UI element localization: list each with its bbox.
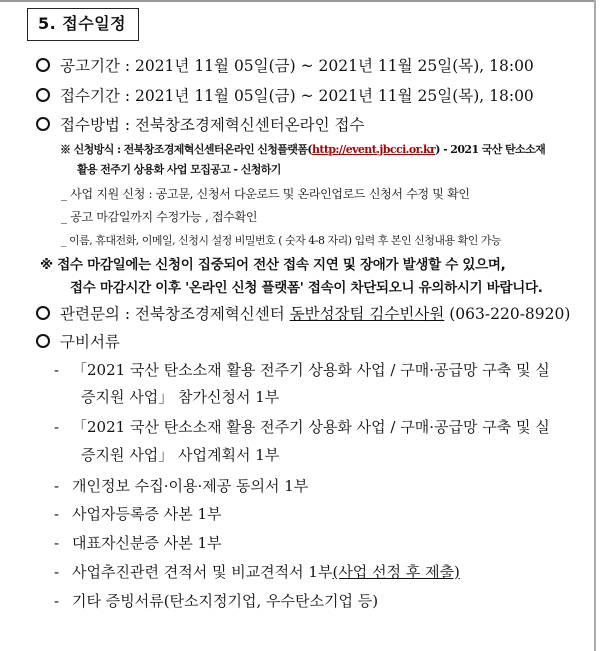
page-top-border (0, 0, 595, 2)
step-1: _ 사업 지원 신청 : 공고문, 신청서 다운로드 및 온라인업로드 신청서 수정 및 확인 (61, 187, 470, 201)
platform-link[interactable]: http://event.jbcci.or.kr (311, 143, 436, 156)
bullet-circle-icon (36, 58, 50, 72)
document-item-1-cont: 증지원 사업」 참가신청서 1부 (81, 388, 280, 406)
bullet-circle-icon (36, 117, 50, 131)
section-title: 5. 접수일정 (27, 8, 139, 41)
document-item-6: - 사업추진관련 견적서 및 비교견적서 1부(사업 선정 후 제출) (54, 563, 460, 581)
receipt-period: 접수기간 : 2021년 11월 05일(금) ~ 2021년 11월 25일(목), 18:00 (36, 84, 534, 106)
document-item-4: - 사업자등록증 사본 1부 (54, 505, 222, 523)
document-item-3: - 개인정보 수집·이용·제공 동의서 1부 (54, 477, 309, 495)
bullet-circle-icon (36, 306, 50, 320)
step-2: _ 공고 마감일까지 수정가능 , 접수확인 (61, 210, 258, 224)
page-right-border (594, 0, 596, 651)
documents-title: 구비서류 (36, 330, 120, 352)
document-item-2: - 「2021 국산 탄소소재 활용 전주기 상용화 사업 / 구매·공급망 구축 및 실 (54, 418, 550, 436)
contact-info: 관련문의 : 전북창조경제혁신센터 동반성장팀 김수빈사원 (063-220-8920) (36, 302, 570, 324)
bullet-circle-icon (36, 88, 50, 102)
apply-note: ※ 신청방식 : 전북창조경제혁신센터온라인 신청플랫폼(http://event.jbcci.or.kr) - 2021 국산 탄소소재 (60, 143, 546, 156)
apply-note-line2: 활용 전주기 상용화 사업 모집공고 - 신청하기 (77, 163, 281, 176)
document-item-2-cont: 증지원 사업」 사업계획서 1부 (81, 446, 280, 464)
announce-period: 공고기간 : 2021년 11월 05일(금) ~ 2021년 11월 25일(목), 18:00 (36, 54, 534, 76)
step-3: _ 이름, 휴대전화, 이메일, 신청시 설정 비밀번호 ( 숫자 4-8 자리) 입력 후 본인 신청내용 확인 가능 (61, 234, 502, 247)
warning-line-1: ※ 접수 마감일에는 신청이 집중되어 전산 접속 지연 및 장애가 발생할 수 있으며, (40, 257, 506, 273)
document-item-1: - 「2021 국산 탄소소재 활용 전주기 상용화 사업 / 구매·공급망 구축 및 실 (54, 361, 550, 379)
receipt-method: 접수방법 : 전북창조경제혁신센터온라인 접수 (36, 113, 365, 135)
document-item-7: - 기타 증빙서류(탄소지정기업, 우수탄소기업 등) (54, 592, 379, 610)
document-item-5: - 대표자신분증 사본 1부 (54, 534, 222, 552)
bullet-circle-icon (36, 334, 50, 348)
warning-line-2: 접수 마감시간 이후 '온라인 신청 플랫폼' 접속이 차단되오니 유의하시기 바랍니다. (70, 280, 543, 296)
